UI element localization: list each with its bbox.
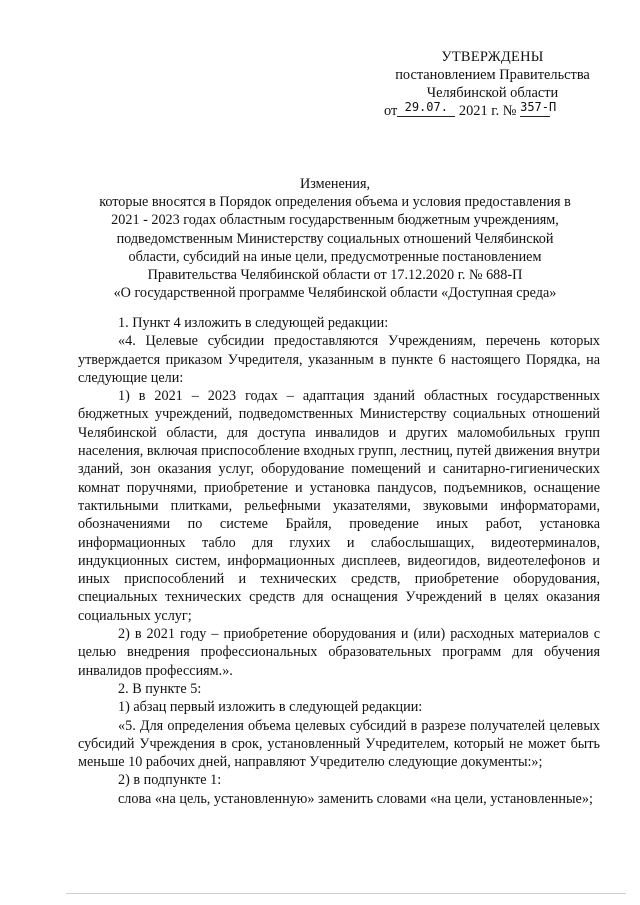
approval-block bbox=[385, 48, 600, 102]
paragraph: «4. Целевые субсидии предоставляются Учреждениям, перечень которых утверждается приказом Учредителя, указанным в пункте 6 настоящего Порядка, на следующие цели: bbox=[78, 333, 600, 386]
title-line: области, субсидий на иные цели, предусмотренные постановлением bbox=[128, 248, 542, 265]
document-title bbox=[70, 175, 600, 302]
scan-edge-divider bbox=[66, 893, 626, 894]
paragraph: 2) в 2021 году – приобретение оборудования и (или) расходных материалов с целью внедрения профессиональных образовательных программ для обучения инвалидов профессиям.». bbox=[78, 626, 600, 679]
paragraph: 2) в подпункте 1: bbox=[118, 772, 222, 789]
approved-by-line: постановлением Правительства bbox=[395, 67, 590, 83]
title-line: которые вносятся в Порядок определения объема и условия предоставления в bbox=[99, 194, 571, 211]
paragraph: 1) в 2021 – 2023 годах – адаптация зданий областных государственных бюджетных учреждений, подведомственных Министерству социальных отношений Челябинской области, для доступа инвалидов и других маломобильных групп населения, включая приспособление входных групп, лестниц, путей движения внутри зданий, зон оказания услуг, оборудование помещений и санитарно-гигиенических комнат поручнями, приобретение и установка пандусов, подъемников, оснащение тактильными плитками, рельефными указателями, звуковыми информаторами, обозначениями по системе Брайля, проведение иных работ, установка информационных табло для глухих и слабослышащих, видеотерминалов, индукционных систем, информационных дисплеев, видеогидов, видеотелефонов и иных приспособлений и технических средств, приобретение оборудования, специальных технических средств для оснащения Учреждений в целях оказания социальных услуг; bbox=[78, 388, 600, 624]
title-line: Правительства Челябинской области от 17.12.2020 г. № 688-П bbox=[147, 267, 523, 284]
title-line: 2021 - 2023 годах областным государственным бюджетным учреждениям, bbox=[111, 212, 559, 229]
title-line: «О государственной программе Челябинской области «Доступная среда» bbox=[113, 285, 557, 302]
paragraph: 2. В пункте 5: bbox=[118, 680, 202, 697]
title-line: подведомственным Министерству социальных отношений Челябинской bbox=[116, 230, 554, 247]
handwritten-number: 357-П bbox=[520, 98, 550, 117]
document-body bbox=[78, 314, 600, 808]
approved-heading: УТВЕРЖДЕНЫ bbox=[441, 49, 544, 65]
approval-date-line bbox=[384, 100, 557, 121]
date-prefix: от bbox=[384, 103, 398, 119]
handwritten-date: 29.07. bbox=[397, 98, 455, 117]
paragraph: 1. Пункт 4 изложить в следующей редакции: bbox=[118, 315, 389, 331]
title-line: Изменения, bbox=[299, 176, 371, 192]
paragraph: «5. Для определения объема целевых субсидий в разрезе получателей целевых субсидий Учреждения в срок, установленный Учредителем, который не может быть меньше 10 рабочих дней, направляют Учредителю следующие документы:»; bbox=[78, 717, 600, 771]
paragraph: слова «на цель, установленную» заменить словами «на цели, установленные»; bbox=[118, 790, 593, 807]
year-and-number-label: 2021 г. № bbox=[458, 103, 517, 119]
paragraph: 1) абзац первый изложить в следующей редакции: bbox=[118, 699, 423, 716]
region-line: Челябинской области bbox=[426, 85, 559, 101]
